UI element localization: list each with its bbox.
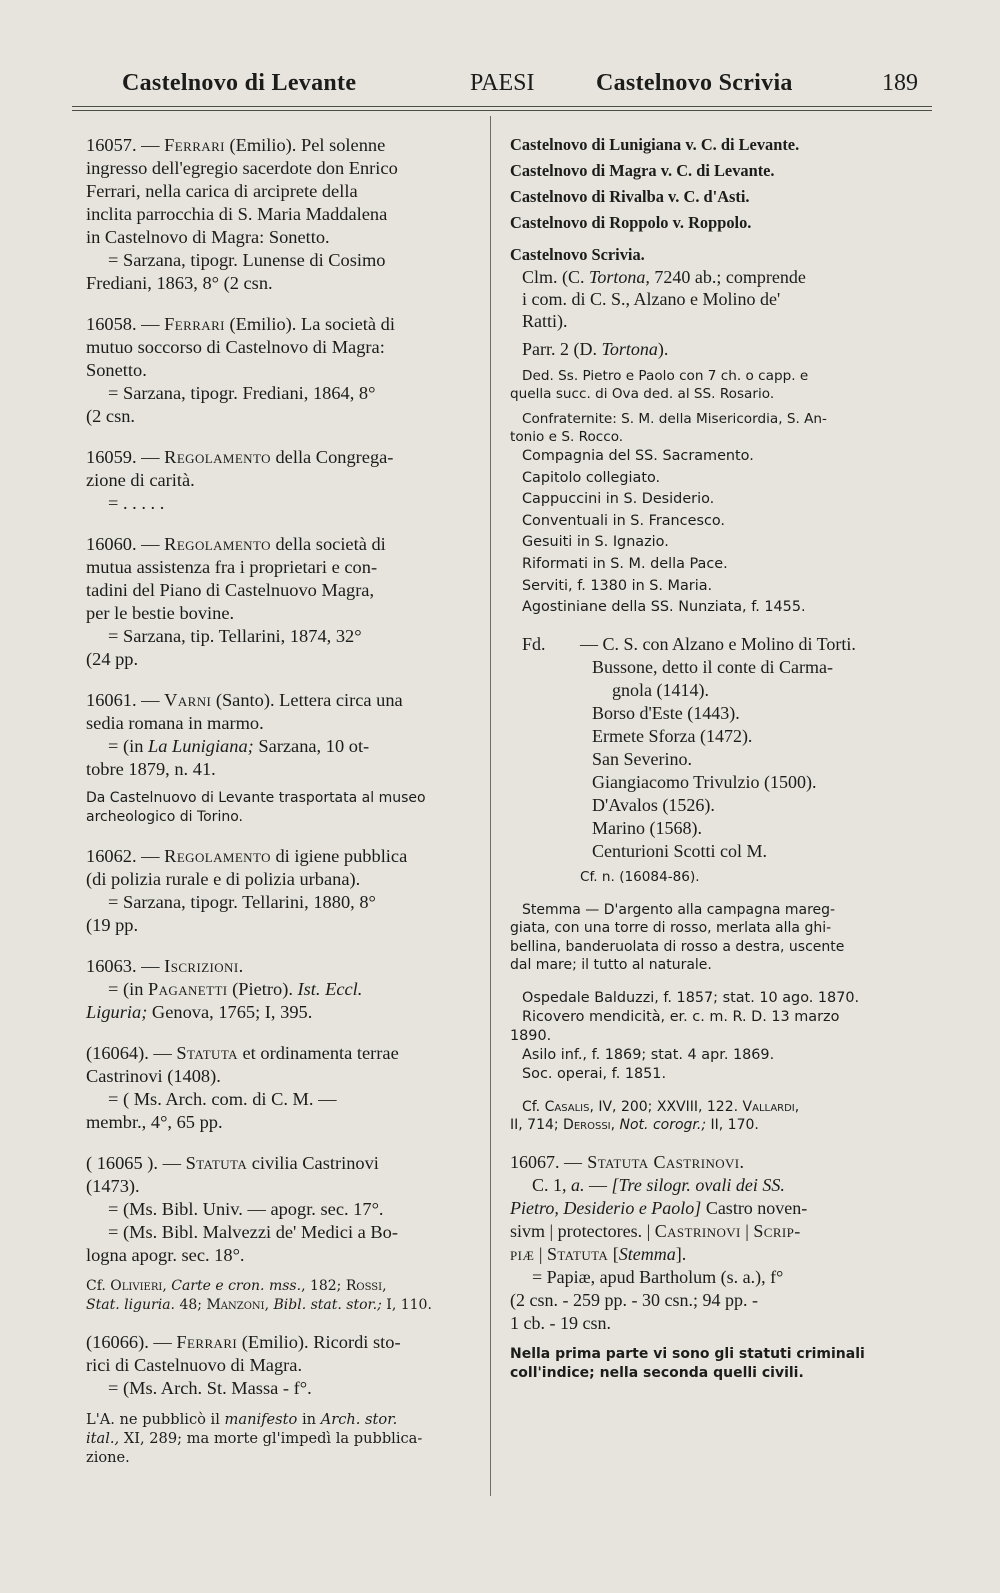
entry-number: 16057. [86,135,137,155]
entry-imprint: = Sarzana, tipogr. Lunense di Cosimo [108,250,386,270]
entry-italic: Stemma [618,1243,676,1264]
entry-imprint: = (in [108,736,148,756]
clm-text: 7240 ab.; comprende [649,267,806,287]
entry-imprint: (24 pp. [86,649,139,669]
entry-imprint: (2 csn. [86,406,136,426]
note-text: Cf. [522,1098,545,1115]
reference-author: Derossi [563,1117,611,1134]
note-text: II, 170. [706,1117,759,1134]
entry-author: Statuta [176,1043,238,1063]
entry-number: 16060. [86,534,137,554]
entry-title: (Emilio). La società di [224,314,395,334]
entry-author: Regolamento [164,447,271,467]
reference-author: Vallardi [742,1098,795,1115]
entry-imprint: Sarzana, 10 ot- [253,736,370,756]
list-item: Compagnia del SS. Sacramento. [522,448,754,464]
entry-text: | [534,1243,547,1264]
stemma-line: Stemma — D'argento alla campagna mareg- [522,901,836,918]
note-italic: manifesto [224,1411,298,1428]
entry-text: | [740,1220,754,1241]
entry-text: inclita parrocchia di S. Maria Maddalena [86,204,388,224]
entry-text: — [584,1174,612,1195]
entry-imprint: Frediani, 1863, 8° (2 csn. [86,273,273,293]
entry-imprint: = (in [108,979,148,999]
entry-imprint: (Pietro). [227,979,298,999]
entry-text: in Castelnovo di Magra: Sonetto. [86,227,330,247]
entry-title: (Emilio). Pel solenne [224,135,386,155]
institution-line: Soc. operai, f. 1851. [522,1065,667,1082]
entry-number: (16066). [86,1332,149,1352]
journal-title: La Lunigiana; [148,736,254,756]
clm-text: Clm. (C. [522,267,590,287]
dedication [510,368,924,403]
entry-imprint: = . . . . . [108,493,165,513]
entry-imprint: (2 csn. - 259 pp. - 30 csn.; 94 pp. - [510,1289,758,1310]
entry-text: ]. [675,1243,687,1264]
running-header [118,66,918,100]
note-text: , IV, 200; XXVIII, 122. [589,1098,743,1115]
entry-16058: 16058. — Ferrari (Emilio). La società di mutuo soccorso di Castelnovo di Magra: Sonetto. = Sarzana, tipogr. Frediani, 1864, 8° (2 csn. [86,313,482,428]
entry-reference-note [86,1277,482,1315]
note-text: in [297,1411,321,1428]
institution-line: Asilo inf., f. 1869; stat. 4 apr. 1869. [522,1046,775,1063]
institution-line: 1890. [510,1027,552,1044]
entry-16057: 16057. — Ferrari (Emilio). Pel solenne ingresso dell'egregio sacerdote don Enrico Ferrari, nella carica di arciprete della inclita parrocchia di S. Maria Maddalena in Castelnovo di Magra: Sonetto. = Sarzana, tipogr. Lunense di Cosimo Frediani, 1863, 8° (2 csn. [86,134,482,295]
reference-author: Casalis [544,1098,590,1115]
fd-cross-reference: Cf. n. (16084-86). [580,868,700,885]
note-italic: ital., [86,1430,120,1447]
stemma-line: dal mare; il tutto al naturale. [510,957,712,974]
note-text: I, 110. [381,1297,432,1313]
entry-text: sivm | protectores. | [510,1220,655,1241]
entry-imprint: = Sarzana, tip. Tellarini, 1874, 32° [108,626,362,646]
header-right-title: Castelnovo Scrivia [596,70,793,96]
note-text: , [610,1117,620,1134]
entry-number: 16062. [86,846,137,866]
entry-text: ingresso dell'egregio sacerdote don Enrico [86,158,398,178]
entry-imprint: (19 pp. [86,915,139,935]
entry-16062: 16062. — Regolamento di igiene pubblica (di polizia rurale e di polizia urbana). = Sarzana, tipogr. Tellarini, 1880, 8° (19 pp. [86,845,482,937]
entry-16067 [510,1151,924,1335]
entry-number: 16059. [86,447,137,467]
entry-16059: 16059. — Regolamento della Congrega- zione di carità. = . . . . . [86,446,482,515]
entry-imprint: = ( Ms. Arch. com. di C. M. — [108,1089,337,1109]
header-left-title: Castelnovo di Levante [122,70,357,96]
note-text: zione. [86,1449,130,1466]
list-item: Cappuccini in S. Desiderio. [522,491,715,508]
entry-title: . [238,956,244,976]
note-text: , [264,1297,274,1313]
list-item: Riformati in S. M. della Pace. [522,555,728,572]
parish-line [510,338,924,360]
entry-text: [ [608,1243,619,1264]
entry-title: civilia Castrinovi [247,1153,379,1173]
dedication-line: Ded. Ss. Pietro e Paolo con 7 ch. o capp. e [522,368,809,384]
institution-line: Ricovero mendicità, er. c. m. R. D. 13 marzo [522,1008,840,1025]
entry-imprint: = Sarzana, tipogr. Tellarini, 1880, 8° [108,892,376,912]
reference-author: Olivieri [110,1278,163,1294]
xref-target: C. di Levante. [700,135,800,154]
fd-line: Giangiacomo Trivulzio (1500). [592,771,817,792]
parish-text: ). [657,339,669,359]
note-line: coll'indice; nella seconda quelli civili. [510,1364,804,1381]
entry-imprint: Genova, 1765; I, 395. [147,1002,313,1022]
cross-reference [510,160,924,182]
confraternity-line: Confraternite: S. M. della Misericordia, S. An- [522,411,827,427]
entry-text: mutuo soccorso di Castelnovo di Magra: [86,337,385,357]
stemma-line: giata, con una torre di rosso, merlata alla ghi- [510,920,832,937]
header-rule [72,110,932,111]
entry-imprint: 1 cb. - 19 csn. [510,1312,611,1333]
entry-imprint: membr., 4°, 65 pp. [86,1112,223,1132]
entry-number: 16063. [86,956,137,976]
entry-16063: 16063. — Iscrizioni. = (in Paganetti (Pietro). Ist. Eccl. Liguria; Genova, 1765; I, 395. [86,956,363,1022]
entry-16064: (16064). — Statuta et ordinamenta terrae Castrinovi (1408). = ( Ms. Arch. com. di C. M. — membr., 4°, 65 pp. [86,1042,482,1134]
fd-line: — C. S. con Alzano e Molino di Torti. [580,633,856,654]
cross-reference [510,186,924,208]
fd-line: Bussone, detto il conte di Carma- [592,656,833,677]
entry-text: a. [571,1174,585,1195]
entry-text: Castro noven- [701,1197,808,1218]
entry-text: mutua assistenza fra i proprietari e con- [86,557,378,577]
circondario-line: Ratti). [522,311,568,331]
entry-note [510,1345,924,1383]
list-item: Gesuiti in S. Ignazio. [522,534,669,551]
reference-note [510,1098,924,1135]
entry-text: sedia romana in marmo. [86,713,264,733]
entry-author: Ferrari [164,135,225,155]
fd-line: Centurioni Scotti col M. [592,840,767,861]
entry-note [86,789,482,827]
entry-16061: 16061. — Varni (Santo). Lettera circa una sedia romana in marmo. = (in La Lunigiana; Sarzana, 10 ot- tobre 1879, n. 41. [86,689,482,781]
entry-text: Ferrari, nella carica di arciprete della [86,181,358,201]
note-text: L'A. ne pubblicò il [86,1411,225,1428]
entry-number: (16064). [86,1043,149,1063]
entry-text: Castrinovi (1408). [86,1066,221,1086]
entry-imprint: = (Ms. Arch. St. Massa - f°. [108,1378,312,1398]
stemma-line: bellina, banderuolata di rosso a destra, uscente [510,938,845,955]
list-item: Agostiniane della SS. Nunziata, f. 1455. [522,599,806,616]
institution-line: Ospedale Balduzzi, f. 1857; stat. 10 ago. 1870. [522,989,860,1006]
parish-place: Tortona [601,339,658,359]
religious-orders [510,446,924,619]
note-line: Nella prima parte vi sono gli statuti criminali [510,1345,865,1362]
entry-text: per le bestie bovine. [86,603,235,623]
list-item: Capitolo collegiato. [522,469,661,486]
fd-line: Ermete Sforza (1472). [592,725,753,746]
confraternities [510,411,924,446]
fd-label: Fd. [522,633,546,654]
fd-line: gnola (1414). [612,679,709,700]
column-divider [490,116,491,1496]
note-text: 48; [175,1297,207,1313]
entry-author: Iscrizioni [164,956,239,976]
entry-smallcaps: Scrip- [753,1220,801,1241]
xref-text: Castelnovo di Magra v. [510,161,677,180]
dedication-line: quella succ. di Ova ded. al SS. Rosario. [510,385,775,402]
entry-number: 16067. [510,1151,560,1172]
entry-author: Varni [164,690,212,710]
note-text: II, 714; [510,1117,564,1134]
entry-author: Paganetti [148,979,228,999]
entry-title: et ordinamenta terrae [237,1043,399,1063]
xref-text: Castelnovo di Roppolo v. [510,213,689,232]
coat-of-arms [510,901,924,975]
entry-text: Sonetto. [86,360,147,380]
entry-imprint: = Papiæ, apud Bartholum (s. a.), f° [532,1266,784,1287]
cross-reference [510,134,924,156]
entry-16066: (16066). — Ferrari (Emilio). Ricordi sto- rici di Castelnuovo di Magra. = (Ms. Arch. St. Massa - f°. [86,1331,482,1400]
section-title: Castelnovo Scrivia. [510,245,645,264]
fd-line: Borso d'Este (1443). [592,702,740,723]
entry-16065: ( 16065 ). — Statuta civilia Castrinovi (1473). = (Ms. Bibl. Univ. — apogr. sec. 17°. = (Ms. Bibl. Malvezzi de' Medici a Bo- logna apogr. sec. 18°. [86,1152,482,1267]
note-text: , [382,1278,387,1294]
page-number: 189 [882,70,918,96]
entry-title: della società di [270,534,386,554]
xref-target: C. di Levante. [676,161,775,180]
entry-text: (di polizia rurale e di polizia urbana). [86,869,361,889]
reference-title: Stat. liguria. [86,1297,175,1313]
entry-title: — Statuta Castrinovi. [564,1151,745,1172]
right-column [510,134,924,1383]
entry-title: (Santo). Lettera circa una [211,690,403,710]
xref-target: C. d'Asti. [683,187,750,206]
entry-title: della Congrega- [270,447,394,467]
entry-number: 16061. [86,690,137,710]
note-italic: Arch. stor. [320,1411,398,1428]
note-text: XI, 289; ma morte gl'impedì la pubblica- [119,1430,423,1447]
entry-smallcaps: piæ [510,1243,535,1264]
fd-line: San Severino. [592,748,692,769]
entry-smallcaps: Statuta [546,1243,609,1264]
entry-author: Ferrari [176,1332,238,1352]
note-text: Cf. [86,1278,111,1294]
list-item: Conventuali in S. Francesco. [522,512,725,529]
note-text: , [162,1278,172,1294]
entry-text: rici di Castelnuovo di Magra. [86,1355,303,1375]
entry-italic: [Tre silogr. ovali dei SS. [611,1174,785,1195]
entry-imprint: = Sarzana, tipogr. Frediani, 1864, 8° [108,383,376,403]
entry-title: (Emilio). Ricordi sto- [237,1332,401,1352]
entry-text: zione di carità. [86,470,195,490]
note-line: archeologico di Torino. [86,809,243,825]
circondario-line [510,266,924,288]
fd-line: Marino (1568). [592,817,702,838]
entry-text: C. 1, [532,1174,572,1195]
confraternity-line: tonio e S. Rocco. [510,428,624,445]
cross-reference [510,212,924,234]
note-text: , [794,1098,800,1115]
entry-author: Statuta [185,1153,248,1173]
entry-imprint: = (Ms. Bibl. Univ. — apogr. sec. 17°. [108,1199,384,1219]
note-text: , 182; [301,1278,346,1294]
entry-number: ( 16065 ). [86,1153,159,1173]
journal-title: Ist. Eccl. [297,979,363,999]
clm-place: Tortona, [589,267,650,287]
entry-text: tadini del Piano di Castelnuovo Magra, [86,580,375,600]
entry-author: Regolamento [164,534,271,554]
entry-imprint: logna apogr. sec. 18°. [86,1245,245,1265]
entry-title: di igiene pubblica [270,846,408,866]
note-line: Da Castelnuovo di Levante trasportata al museo [86,790,426,806]
entry-author: Regolamento [164,846,271,866]
reference-title: Carte e cron. mss. [171,1278,302,1294]
header-section: PAESI [470,70,535,96]
entry-italic: Pietro, Desiderio e Paolo] [510,1197,702,1218]
xref-target: Roppolo. [688,213,752,232]
circondario-line: i com. di C. S., Alzano e Molino de' [522,289,781,309]
xref-text: Castelnovo di Rivalba v. [510,187,684,206]
parish-text: Parr. 2 (D. [522,339,602,359]
entry-author: Ferrari [164,314,225,334]
entry-imprint: tobre 1879, n. 41. [86,759,216,779]
list-item: Serviti, f. 1380 in S. Maria. [522,577,713,594]
entry-note [86,1410,482,1467]
entry-number: 16058. [86,314,137,334]
institutions [510,989,924,1084]
reference-author: Rossi [345,1278,383,1294]
reference-title: Bibl. stat. stor.; [273,1297,382,1313]
entry-text: (1473). [86,1176,140,1196]
reference-title: Not. corogr.; [619,1117,707,1134]
left-column [86,134,482,1485]
reference-author: Manzoni [206,1297,265,1313]
journal-title: Liguria; [86,1002,148,1022]
fd-line: D'Avalos (1526). [592,794,715,815]
entry-imprint: = (Ms. Bibl. Malvezzi de' Medici a Bo- [108,1222,398,1242]
header-rule [72,106,932,107]
entry-smallcaps: Castrinovi [654,1220,741,1241]
feudal-lords [510,633,924,863]
entry-16060: 16060. — Regolamento della società di mutua assistenza fra i proprietari e con- tadini del Piano di Castelnuovo Magra, per le bestie bovine. = Sarzana, tip. Tellarini, 1874, 32° (24 pp. [86,533,482,671]
xref-text: Castelnovo di Lunigiana v. [510,135,701,154]
